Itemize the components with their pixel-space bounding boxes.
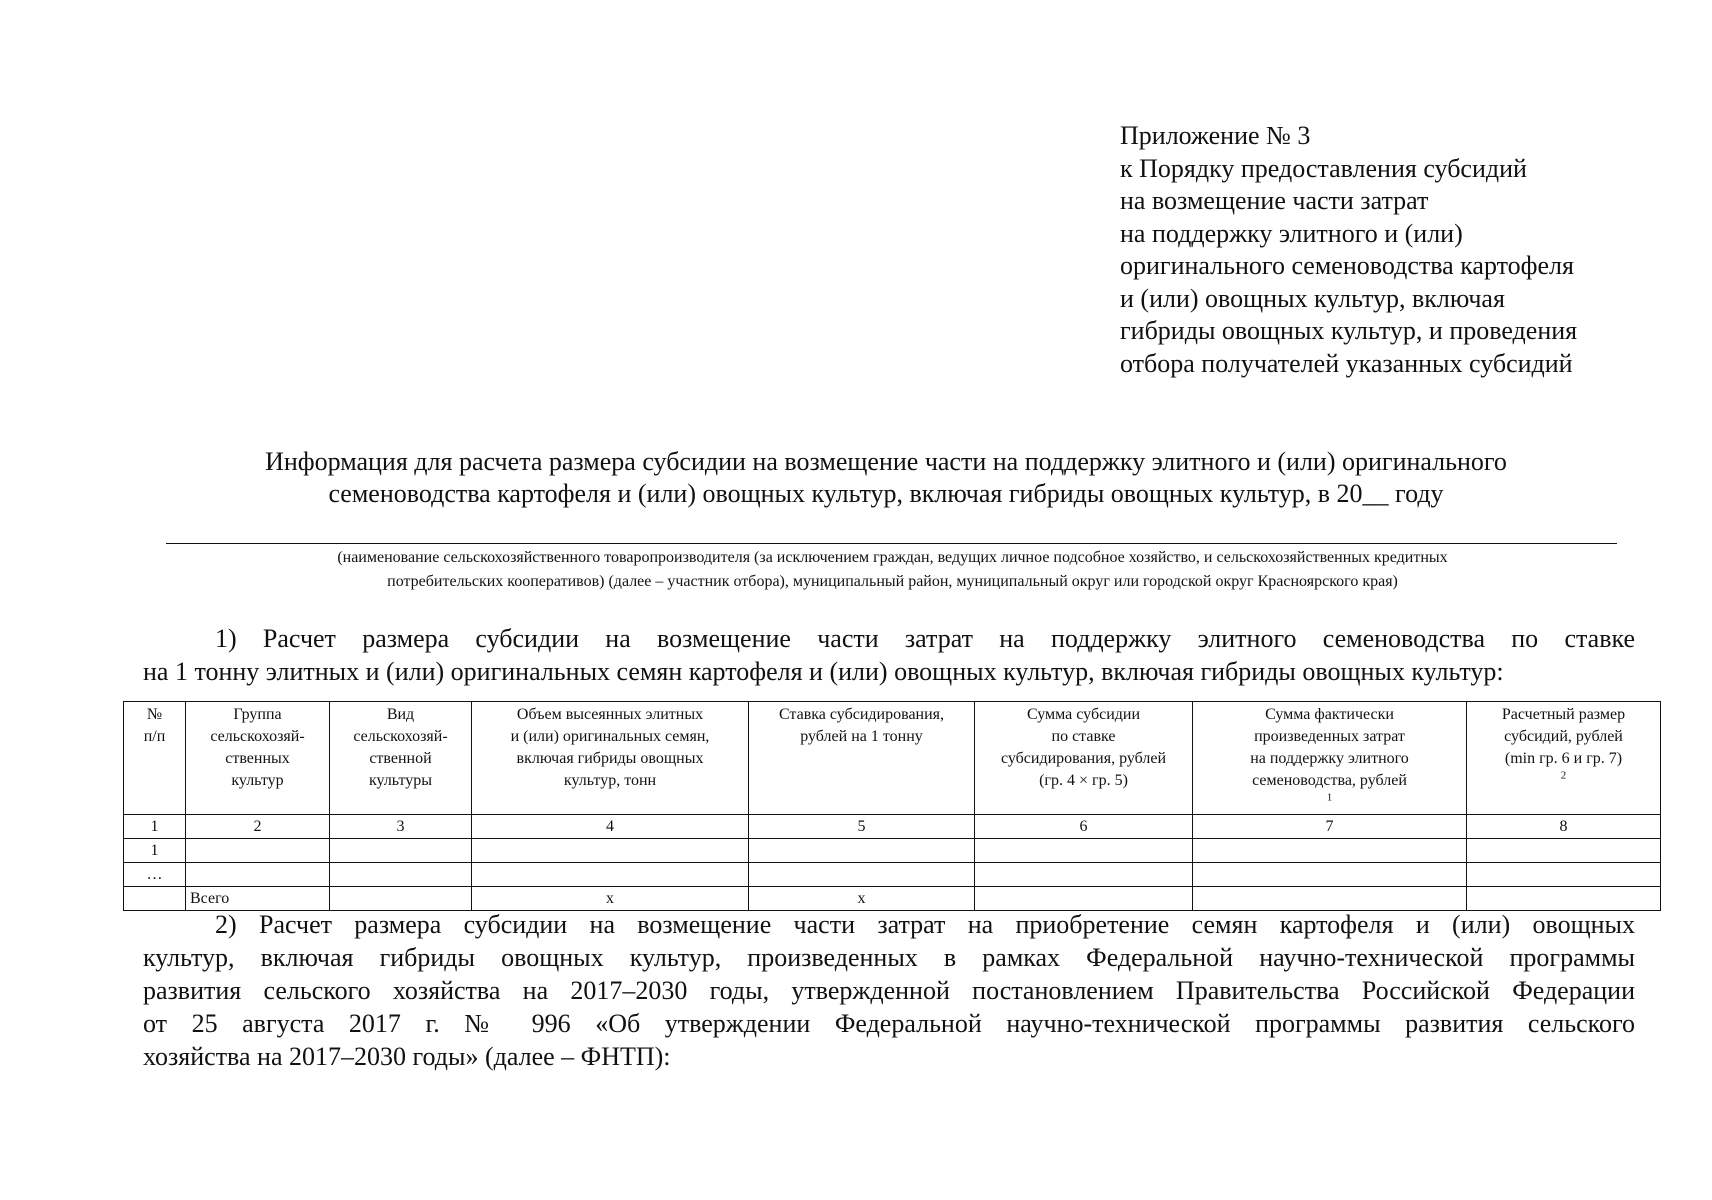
- paragraph-line: хозяйства на 2017–2030 годы» (далее – ФНТП):: [143, 1042, 671, 1071]
- table-cell: 5: [749, 815, 975, 839]
- fill-in-line: [166, 543, 1617, 544]
- table-cell: [975, 887, 1193, 911]
- appendix-line: отбора получателей указанных субсидий: [1120, 348, 1573, 378]
- header-cell: Сумма субсидии по ставке субсидирования, рублей (гр. 4 × гр. 5): [975, 702, 1193, 815]
- paragraph-line: культур, включая гибриды овощных культур, произведенных в рамках Федеральной научно-технической программы: [143, 943, 1635, 972]
- header-cell: Группа сельскохозяй- ственных культур: [186, 702, 330, 815]
- table-cell: 6: [975, 815, 1193, 839]
- table-cell: [330, 839, 472, 863]
- table-cell: 7: [1193, 815, 1467, 839]
- table-cell: [330, 887, 472, 911]
- table-cell: 4: [472, 815, 749, 839]
- header-cell: Ставка субсидирования, рублей на 1 тонну: [749, 702, 975, 815]
- table-cell: [1193, 887, 1467, 911]
- fill-in-caption: [160, 546, 1625, 594]
- appendix-line: и (или) овощных культур, включая: [1120, 283, 1505, 313]
- table-cell: [186, 839, 330, 863]
- title-line: Информация для расчета размера субсидии на возмещение части на поддержку элитного и (или) оригинального: [265, 447, 1507, 476]
- header-cell: Вид сельскохозяй- ственной культуры: [330, 702, 472, 815]
- appendix-line: Приложение № 3: [1120, 121, 1311, 150]
- table-cell: x: [749, 887, 975, 911]
- table-row: [124, 863, 1661, 887]
- header-cell: Сумма фактически произведенных затрат на поддержку элитного семеноводства, рублей $^1$: [1193, 702, 1467, 815]
- table-total-row: [124, 887, 1661, 911]
- appendix-line: гибриды овощных культур, и проведения: [1120, 316, 1578, 345]
- table-cell: [1193, 839, 1467, 863]
- table-header-row: [124, 702, 1661, 815]
- footnote-mark: 1: [1326, 791, 1333, 804]
- paragraph-line: на 1 тонну элитных и (или) оригинальных семян картофеля и (или) овощных культур, включая гибриды овощных культур:: [143, 657, 1504, 686]
- table-cell: [330, 863, 472, 887]
- table-cell: x: [472, 887, 749, 911]
- paragraph-line: 2) Расчет размера субсидии на возмещение части затрат на приобретение семян картофеля и (или) овощных: [215, 910, 1635, 939]
- table-cell: 1: [124, 815, 186, 839]
- table-cell: [1193, 863, 1467, 887]
- section-2-paragraph: [143, 908, 1635, 1073]
- table-cell: [749, 863, 975, 887]
- table-cell: [472, 863, 749, 887]
- caption-line: потребительских кооперативов) (далее – участник отбора), муниципальный район, муниципальный округ или городской округ Красноярского края): [387, 573, 1398, 590]
- table-cell: 8: [1467, 815, 1661, 839]
- total-label-cell: Всего: [186, 887, 330, 911]
- table-cell: [975, 839, 1193, 863]
- footnote-mark: 2: [1560, 769, 1567, 782]
- appendix-line: к Порядку предоставления субсидий: [1120, 153, 1527, 183]
- table-cell: [186, 863, 330, 887]
- table-cell: [472, 839, 749, 863]
- header-cell: № п/п: [124, 702, 186, 815]
- appendix-line: на поддержку элитного и (или): [1120, 218, 1463, 248]
- table-cell: …: [124, 863, 186, 887]
- table-cell: 3: [330, 815, 472, 839]
- table-row: [124, 839, 1661, 863]
- table-cell: [1467, 839, 1661, 863]
- paragraph-line: 1) Расчет размера субсидии на возмещение части затрат на поддержку элитного семеноводства по ставке: [215, 624, 1635, 653]
- table-cell: [1467, 863, 1661, 887]
- caption-line: (наименование сельскохозяйственного товаропроизводителя (за исключением граждан, ведущих личное подсобное хозяйство, и сельскохозяйственных кредитных: [337, 549, 1448, 566]
- paragraph-line: от 25 августа 2017 г. № 996 «Об утверждении Федеральной научно-технической программы развития сельского: [143, 1009, 1635, 1038]
- table-cell: [124, 887, 186, 911]
- appendix-line: на возмещение части затрат: [1120, 186, 1429, 215]
- paragraph-line: развития сельского хозяйства на 2017–2030 годы, утвержденной постановлением Правительства Российской Федерации: [143, 976, 1635, 1005]
- table-cell: [1467, 887, 1661, 911]
- table-row: [124, 815, 1661, 839]
- document-title: [120, 446, 1652, 510]
- table-cell: [975, 863, 1193, 887]
- table-cell: 2: [186, 815, 330, 839]
- header-cell: Расчетный размер субсидий, рублей (min гр. 6 и гр. 7) $^2$: [1467, 702, 1661, 815]
- header-cell: Объем высеянных элитных и (или) оригинальных семян, включая гибриды овощных культур, тонн: [472, 702, 749, 815]
- appendix-line: оригинального семеноводства картофеля: [1120, 251, 1574, 280]
- table-cell: 1: [124, 839, 186, 863]
- subsidy-calculation-table: [123, 701, 1661, 911]
- table-cell: [749, 839, 975, 863]
- title-line: семеноводства картофеля и (или) овощных культур, включая гибриды овощных культур, в 20__ году: [328, 479, 1444, 508]
- section-1-paragraph: [143, 622, 1635, 688]
- appendix-block: [1120, 120, 1680, 380]
